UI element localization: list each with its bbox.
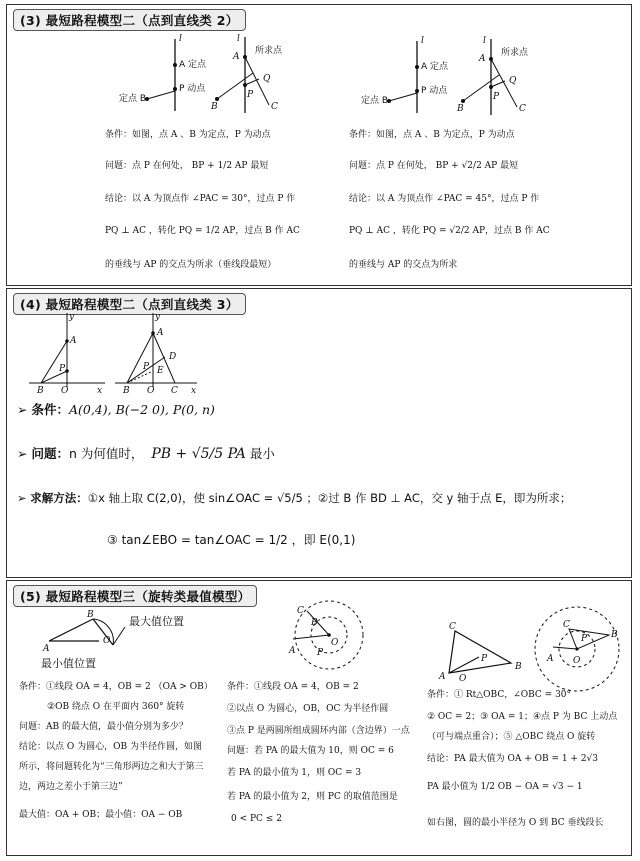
section-5-title: (5) 最短路程模型三（旋转类最值模型）: [13, 585, 257, 607]
fig4a-x: x: [97, 386, 103, 396]
s5-col3-line: 条件：① Rt△OBC，∠OBC = 30°: [427, 690, 572, 700]
s5-col2-line: 若 PA 的最小值为 1，则 OC = 3: [227, 768, 362, 778]
fig3d-l: l: [483, 36, 486, 46]
s5-col2-line: ③点 P 是两圆所组成圆环内部（含边界）一点: [227, 726, 410, 736]
fig4a-A: A: [70, 336, 77, 346]
s4-question-tail: 最小: [249, 446, 275, 461]
s5-col3-line: 如右图，圆的最小半径为 O 到 BC 垂线段长: [427, 818, 604, 828]
figure-5b: [289, 599, 389, 679]
bullet-3: ➢: [17, 491, 31, 505]
fig5a-B: B: [87, 610, 94, 620]
fig3c-A: A 定点: [421, 62, 449, 72]
fig3b-P: P: [247, 90, 254, 100]
s4-method-2: ③ tan∠EBO = tan∠OAC = 1/2 ，即 E(0,1): [107, 533, 356, 547]
figure-3d: [453, 35, 543, 115]
fig3b-Q: Q: [263, 74, 271, 84]
s3-left-c3: 的垂线与 AP 的交点为所求（垂线段最短）: [105, 260, 277, 270]
figure-3b: [207, 33, 297, 113]
fig4b-C: C: [171, 386, 178, 396]
fig3d-A: A: [479, 54, 486, 64]
section-4-title: (4) 最短路程模型二（点到直线类 3）: [13, 293, 246, 315]
fig3d-C: C: [519, 104, 526, 114]
s5-col3-line: 结论：PA 最大值为 OA + OB = 1 + 2√3: [427, 754, 599, 764]
fig5a-min: 最小值位置: [41, 657, 96, 670]
fig5b-A: A: [289, 646, 296, 656]
fig3a-l: l: [179, 34, 182, 44]
s5-col1-line: 最大值：OA + OB；最小值：OA − OB: [19, 810, 183, 820]
fig3a-P: P 动点: [179, 84, 206, 94]
s5-col2-line: 条件：①线段 OA = 4，OB = 2: [227, 682, 359, 692]
s3-right-c3: 的垂线与 AP 的交点为所求: [349, 260, 458, 270]
section-4: [6, 288, 632, 578]
s5-col2-line: 问题：若 PA 的最大值为 10，则 OC = 6: [227, 746, 394, 756]
fig5b-B: B: [311, 618, 318, 628]
fig4b-y: y: [155, 312, 161, 322]
fig3b-l: l: [237, 34, 240, 44]
s5-col1-line: 条件：①线段 OA = 4，OB = 2 （OA > OB）: [19, 682, 213, 692]
fig3a-A: A 定点: [179, 60, 207, 70]
s5-col2-line: 0 < PC ≤ 2: [231, 814, 282, 824]
fig4b-E: E: [157, 366, 164, 376]
fig5b-O: O: [331, 638, 339, 648]
fig5c-A: A: [439, 672, 446, 682]
s5-col1-line: 结论：以点 O 为圆心，OB 为半径作圆，如图: [19, 742, 202, 752]
fig5c-P: P: [481, 654, 488, 664]
s5-col3-line: （可与端点重合）；⑤ △OBC 绕点 O 旋转: [427, 732, 596, 742]
fig5b-C: C: [297, 606, 304, 616]
s5-col3-line: ② OC = 2；③ OA = 1；④点 P 为 BC 上动点: [427, 712, 618, 722]
s5-col1-line: 问题：AB 的最大值，最小值分别为多少？: [19, 722, 188, 732]
fig5c-C: C: [449, 622, 456, 632]
s3-right-cond: 条件：如图，点 A 、B 为定点，P 为动点: [349, 130, 515, 140]
fig3d-P: P: [493, 92, 500, 102]
fig3b-target: 所求点: [255, 46, 283, 56]
s5-col3-line: PA 最小值为 1/2 OB − OA = √3 − 1: [427, 782, 583, 792]
s5-col1-line: ②OB 绕点 O 在平面内 360° 旋转: [47, 702, 185, 712]
s5-col1-line: 所示，将问题转化为“三角形两边之和大于第三: [19, 762, 204, 772]
fig3d-target: 所求点: [501, 48, 529, 58]
fig5c-B: B: [515, 662, 522, 672]
bullet-1: ➢: [17, 402, 32, 417]
s3-left-c1: 结论：以 A 为顶点作 ∠PAC = 30°，过点 P 作: [105, 194, 296, 204]
s4-cond-value: A(0,4), B(−2 0), P(0, n): [68, 402, 215, 417]
fig4b-B: B: [123, 386, 130, 396]
bullet-2: ➢: [17, 446, 32, 461]
fig5d-B: B: [611, 630, 618, 640]
fig4a-B: B: [37, 386, 44, 396]
figure-4a: [27, 311, 107, 396]
s4-question-label: 问题：: [31, 446, 69, 461]
section-3-title: (3) 最短路程模型二（点到直线类 2）: [13, 9, 246, 31]
fig3c-B: 定点 B: [361, 96, 389, 106]
fig4b-x: x: [191, 386, 197, 396]
fig3b-A: A: [233, 52, 240, 62]
fig5d-A: A: [547, 654, 554, 664]
s3-left-c2: PQ ⊥ AC ，转化 PQ = 1/2 AP，过点 B 作 AC: [105, 226, 300, 236]
fig4a-y: y: [69, 312, 75, 322]
fig5d-O: O: [573, 656, 581, 666]
s5-col2-line: 若 PA 的最小值为 2，则 PC 的取值范围是: [227, 792, 398, 802]
fig3c-P: P 动点: [421, 86, 448, 96]
s4-method-1: ①x 轴上取 C(2,0)，使 sin∠OAC = √5/5 ；②过 B 作 BD ⊥ AC，交 y 轴于点 E，即为所求；: [87, 491, 572, 505]
s3-left-cond: 条件：如图，点 A 、B 为定点，P 为动点: [105, 130, 271, 140]
fig3d-B: B: [457, 104, 464, 114]
s5-col2-line: ②以点 O 为圆心，OB，OC 为半径作圆: [227, 704, 389, 714]
s3-left-question: 问题：点 P 在何处， BP + 1/2 AP 最短: [105, 161, 269, 171]
s4-method-label: 求解方法：: [30, 491, 88, 505]
fig5c-O: O: [459, 674, 467, 684]
fig4b-A: A: [157, 328, 164, 338]
section-3: [6, 4, 632, 286]
fig5a-A: A: [43, 644, 50, 654]
s4-question-expr: PB + √5/5 PA: [151, 446, 246, 462]
fig5a-max: 最大值位置: [129, 615, 184, 628]
fig3b-B: B: [211, 102, 218, 112]
fig5b-P: P: [317, 648, 324, 658]
figure-5d: [531, 603, 627, 693]
figure-4b: [113, 311, 203, 396]
fig5a-O: O: [103, 636, 111, 646]
s3-right-c2: PQ ⊥ AC ，转化 PQ = √2/2 AP，过点 B 作 AC: [349, 226, 550, 236]
fig4b-D: D: [169, 352, 177, 362]
fig3d-Q: Q: [509, 76, 517, 86]
fig4a-P: P: [59, 364, 66, 374]
fig5d-C: C: [563, 620, 570, 630]
fig3a-B: 定点 B: [119, 94, 147, 104]
s3-right-question: 问题：点 P 在何处， BP + √2/2 AP 最短: [349, 161, 519, 171]
fig3c-l: l: [421, 36, 424, 46]
s5-col1-line: 边，两边之差小于第三边”: [19, 782, 123, 792]
fig3b-C: C: [271, 102, 278, 112]
fig5d-P: P: [581, 634, 588, 644]
fig4b-P: P: [143, 362, 150, 372]
s4-question-value: n 为何值时，: [68, 446, 144, 461]
s4-cond-label: 条件：: [31, 402, 69, 417]
figure-5a: [17, 605, 207, 675]
s3-right-c1: 结论：以 A 为顶点作 ∠PAC = 45°，过点 P 作: [349, 194, 540, 204]
section-5: [6, 580, 632, 856]
fig4b-O: O: [147, 386, 155, 396]
figure-5c: [435, 611, 535, 685]
fig4a-O: O: [61, 386, 69, 396]
